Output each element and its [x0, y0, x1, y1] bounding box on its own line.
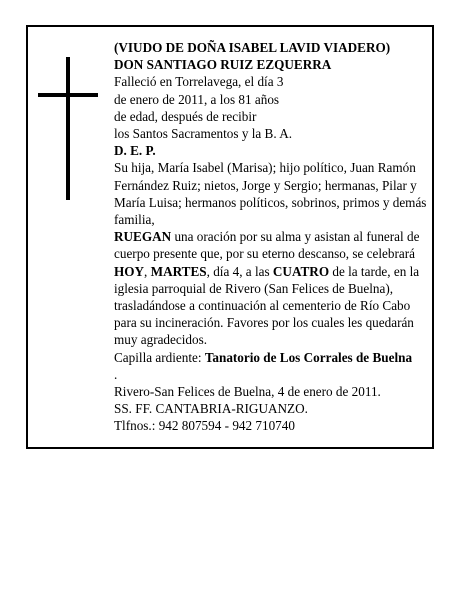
chapel-line: Capilla ardiente: Tanatorio de Los Corrales de Buelna [114, 349, 413, 365]
deceased-name: DON SANTIAGO RUIZ EZQUERRA [114, 57, 332, 73]
request-paragraph: RUEGAN una oración por su alma y asistan al funeral de cuerpo presente que, por su eterno descanso, se celebrará HOY, MARTES, día 4, a las CUATRO de la tarde, en la iglesia parroquial de Rivero (San Felices de Buelna), trasladándose a continuación al cementerio de Río Cabo para su incineración. Favores por los cuales les quedarán muy agradecidos. [114, 229, 420, 348]
dep-line: D. E. P. [114, 143, 156, 159]
death-line-2: de enero de 2011, a los 81 años [114, 91, 280, 107]
cross-icon [38, 57, 98, 200]
death-line-3: de edad, después de recibir [114, 108, 257, 124]
obituary-notice [26, 25, 434, 449]
phones: Tlfnos.: 942 807594 - 942 710740 [114, 418, 295, 434]
martes-word: MARTES [150, 263, 207, 279]
death-line-1: Falleció en Torrelavega, el día 3 [114, 74, 284, 90]
place-date: Rivero-San Felices de Buelna, 4 de enero de 2011. [114, 384, 381, 400]
chapel-name: Tanatorio de Los Corrales de Buelna [204, 349, 413, 365]
obituary-text [114, 39, 432, 435]
chapel-dot: . [114, 366, 118, 382]
hoy-word: HOY [114, 263, 145, 279]
death-line-4: los Santos Sacramentos y la B. A. [114, 126, 293, 142]
funeral-home: SS. FF. CANTABRIA-RIGUANZO. [114, 401, 308, 417]
widower-line: (VIUDO DE DOÑA ISABEL LAVID VIADERO) [114, 40, 391, 55]
cuatro-word: CUATRO [272, 263, 330, 279]
ruegan-word: RUEGAN [114, 229, 172, 245]
family-paragraph: Su hija, María Isabel (Marisa); hijo político, Juan Ramón Fernández Ruiz; nietos, Jorge y Sergio; hermanas, Pilar y María Luisa; hermanos políticos, sobrinos, primos y demás familia, [114, 160, 427, 228]
